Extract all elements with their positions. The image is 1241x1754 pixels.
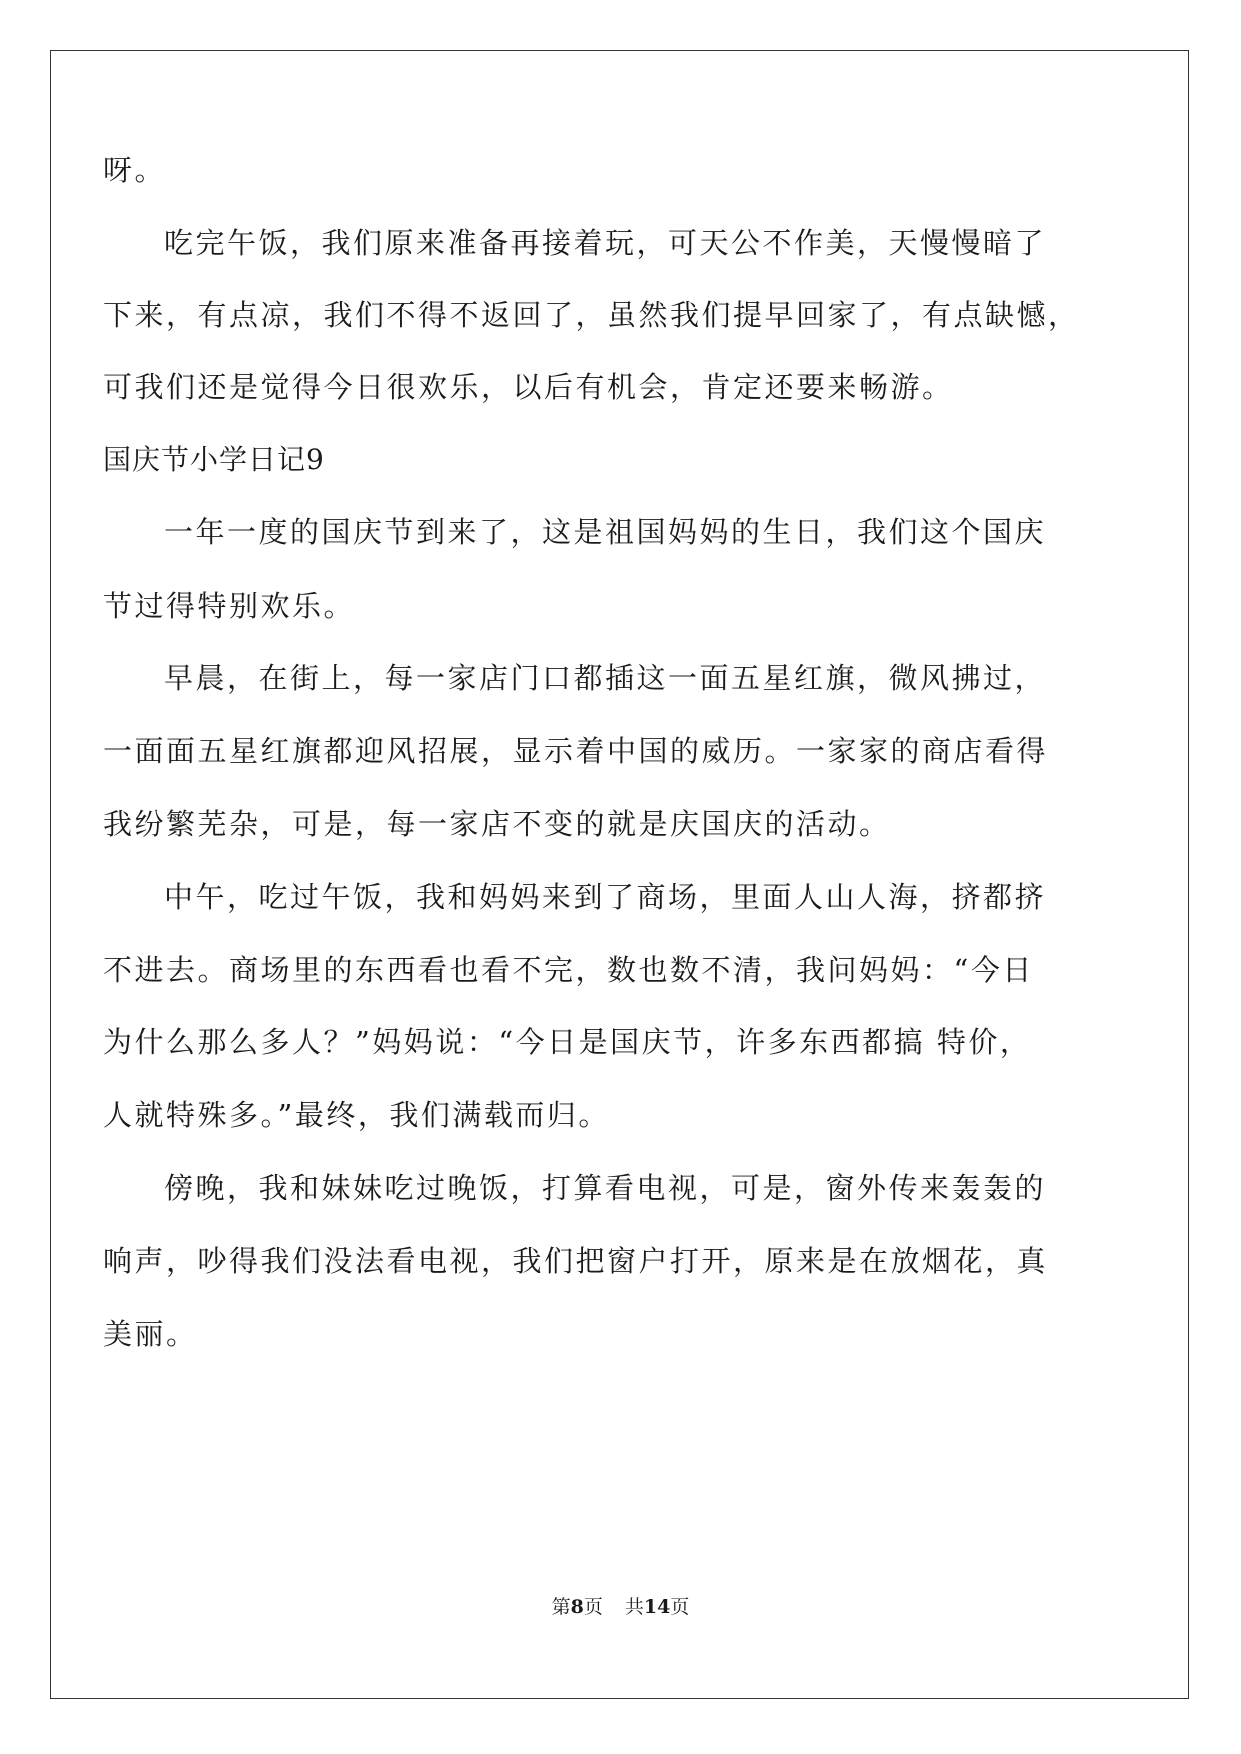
text-line: 一面面五星红旗都迎风招展，显示着中国的威历。一家家的商店看得 xyxy=(103,734,1049,768)
text-line: 呀。 xyxy=(103,153,167,187)
text-line: 下来，有点凉，我们不得不返回了，虽然我们提早回家了，有点缺憾， xyxy=(103,298,1080,332)
text-line: 一年一度的国庆节到来了，这是祖国妈妈的生日，我们这个国庆 xyxy=(164,515,1047,549)
text-line: 为什么那么多人？”妈妈说：“今日是国庆节，许多东西都搞 特价， xyxy=(103,1025,1032,1059)
text-line: 吃完午饭，我们原来准备再接着玩，可天公不作美，天慢慢暗了 xyxy=(164,226,1047,260)
text-line: 不进去。商场里的东西看也看不完，数也数不清，我问妈妈：“今日 xyxy=(103,953,1034,987)
text-line: 我纷繁芜杂，可是，每一家店不变的就是庆国庆的活动。 xyxy=(103,807,891,841)
text-line: 节过得特别欢乐。 xyxy=(103,589,356,623)
text-line: 傍晚，我和妹妹吃过晚饭，打算看电视，可是，窗外传来轰轰的 xyxy=(164,1171,1047,1205)
section-heading: 国庆节小学日记9 xyxy=(103,443,325,476)
text-line: 中午，吃过午饭，我和妈妈来到了商场，里面人山人海，挤都挤 xyxy=(164,880,1047,914)
text-line: 早晨，在街上，每一家店门口都插这一面五星红旗，微风拂过， xyxy=(164,661,1047,695)
page-indicator: 第8页 xyxy=(551,1596,603,1618)
text-line: 可我们还是觉得今日很欢乐，以后有机会，肯定还要来畅游。 xyxy=(103,370,954,404)
text-line: 响声，吵得我们没法看电视，我们把窗户打开，原来是在放烟花，真 xyxy=(103,1244,1049,1278)
text-line: 人就特殊多。”最终，我们满载而归。 xyxy=(103,1098,610,1132)
text-line: 美丽。 xyxy=(103,1317,198,1351)
total-pages-indicator: 共14页 xyxy=(624,1596,690,1618)
page-footer xyxy=(0,1595,1241,1619)
